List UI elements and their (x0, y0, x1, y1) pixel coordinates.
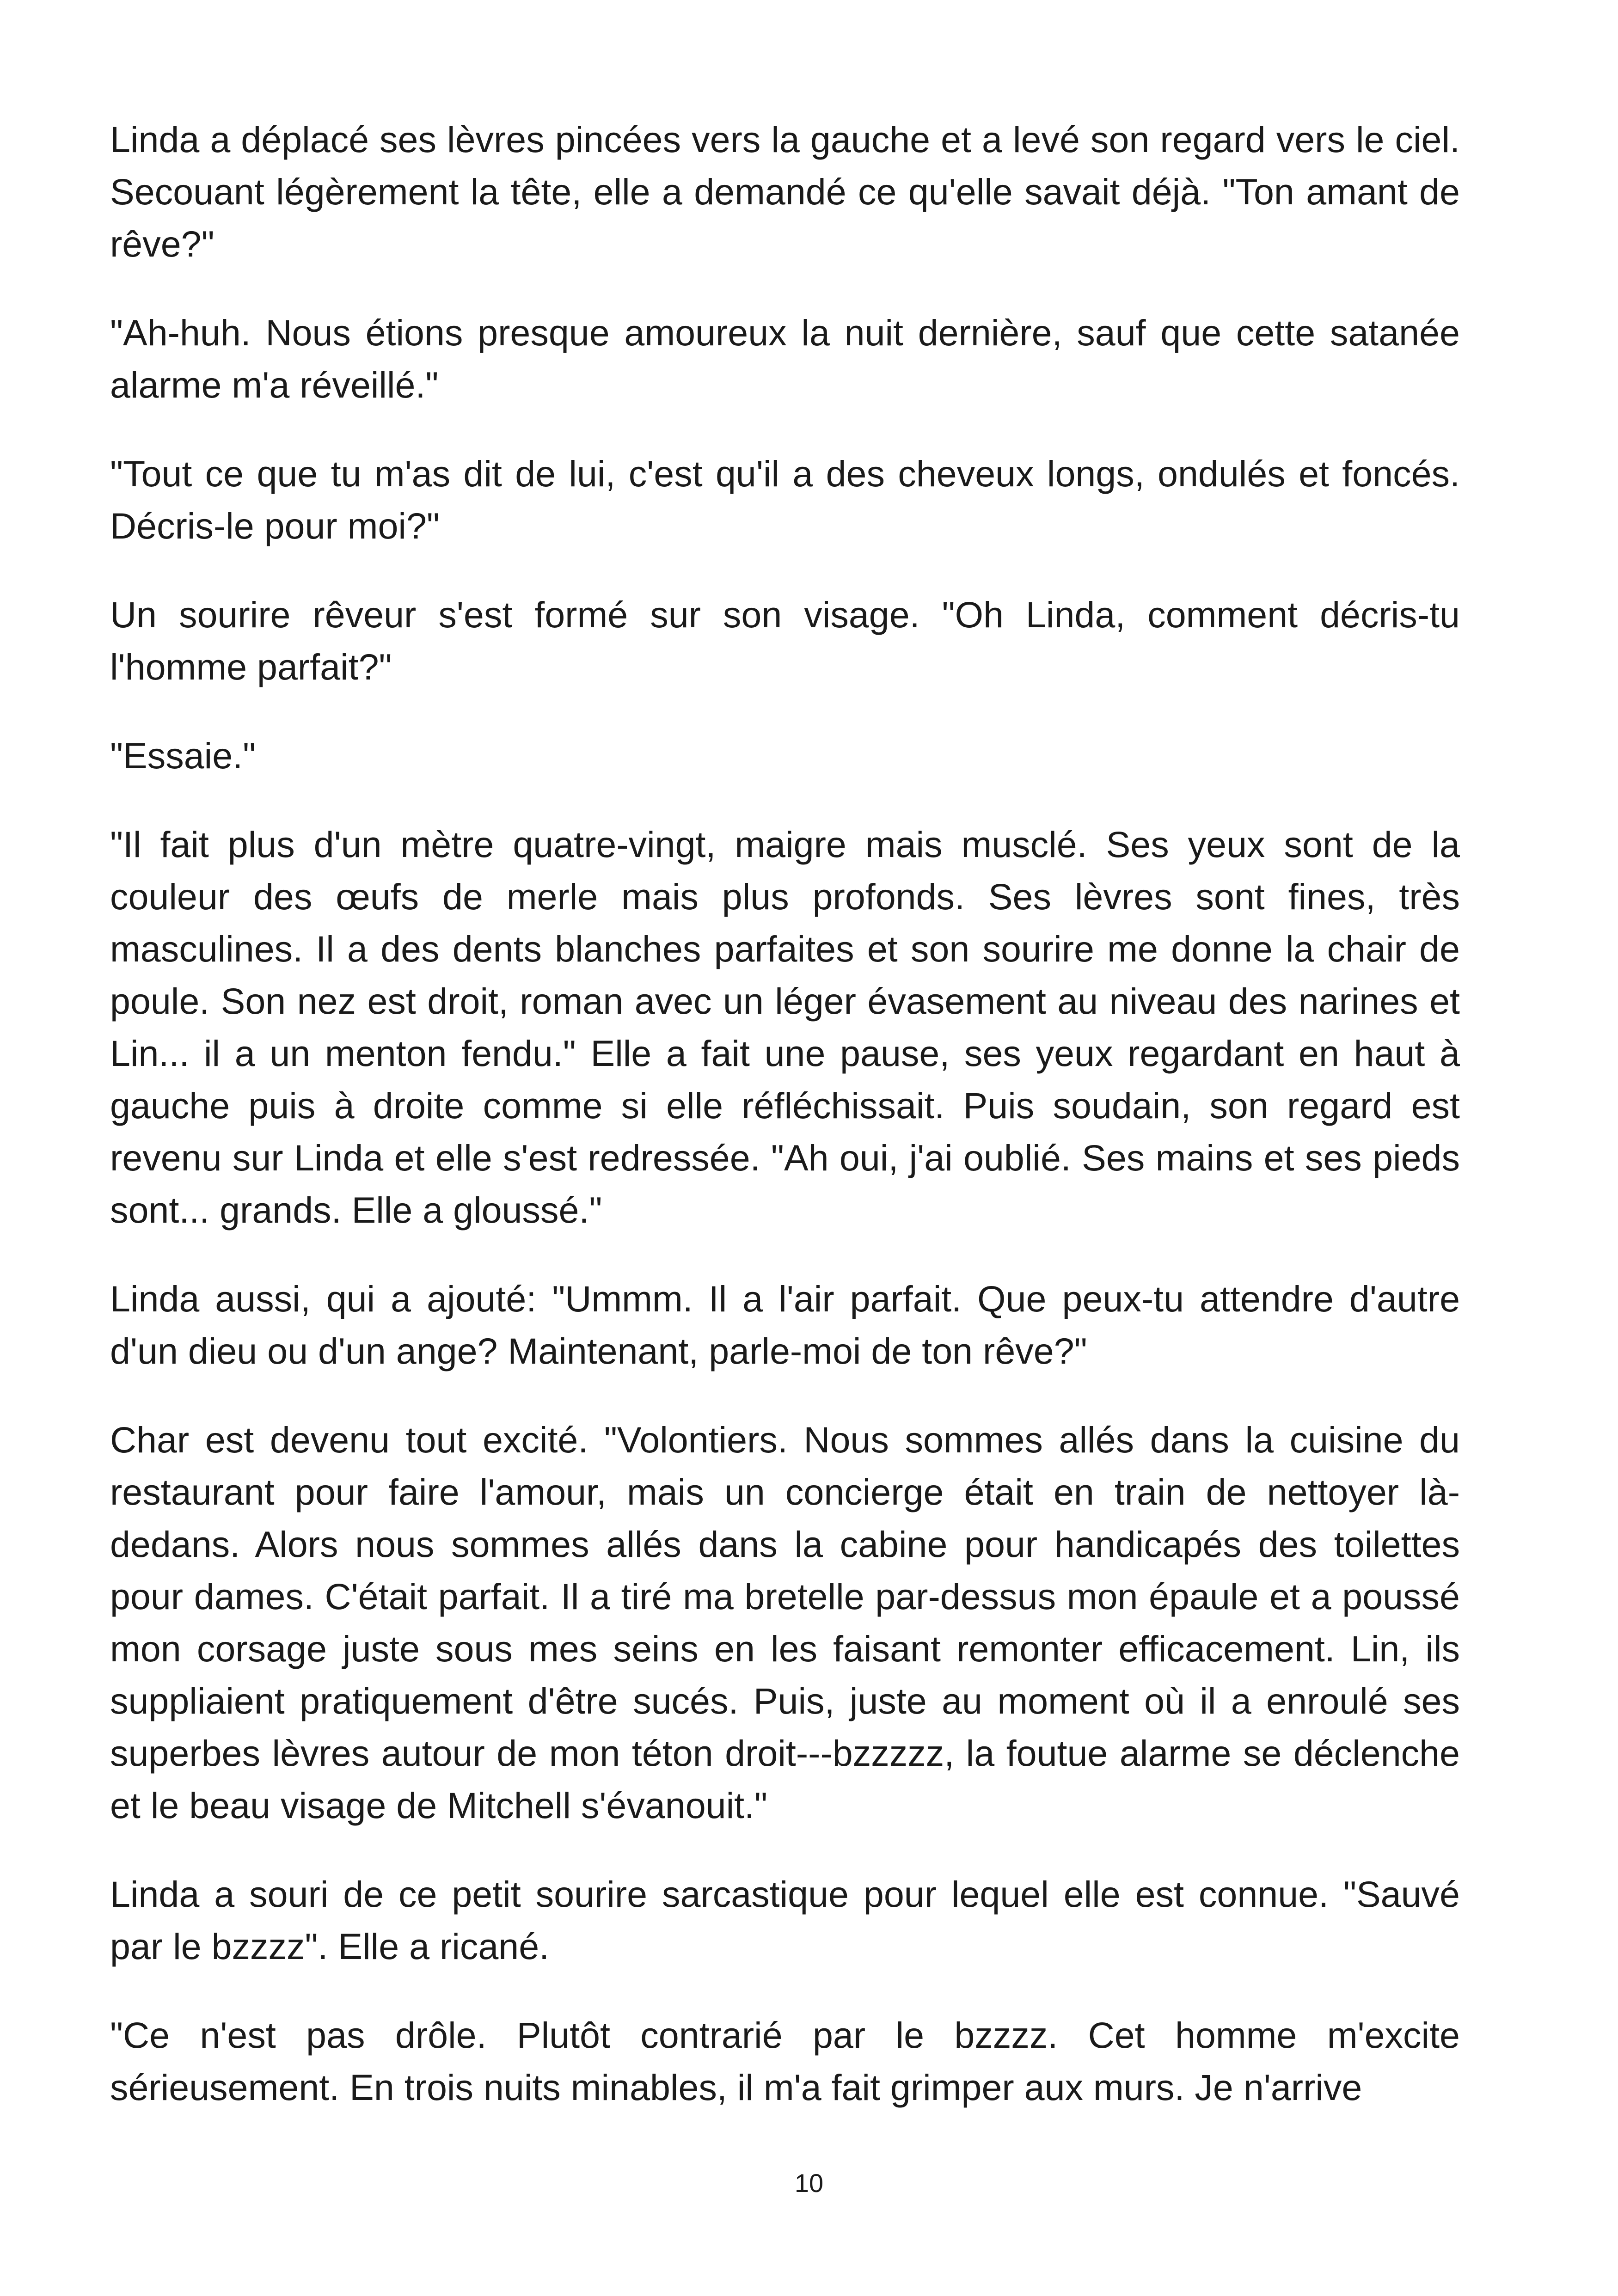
paragraph: "Ce n'est pas drôle. Plutôt contrarié par le bzzzz. Cet homme m'excite sérieusement. En trois nuits minables, il m'a fait grimper aux murs. Je n'arrive (110, 2014, 1460, 2108)
paragraph: "Essaie." (110, 735, 256, 776)
page-number: 10 (794, 2168, 824, 2198)
paragraph: "Il fait plus d'un mètre quatre-vingt, maigre mais musclé. Ses yeux sont de la couleur des œufs de merle mais plus profonds. Ses lèvres sont fines, très masculines. Il a des dents blanches parfaites et son sourire me donne la chair de poule. Son nez est droit, roman avec un léger évasement au niveau des narines et Lin... il a un menton fendu." Elle a fait une pause, ses yeux regardant en haut à gauche puis à droite comme si elle réfléchissait. Puis soudain, son regard est revenu sur Linda et elle s'est redressée. "Ah oui, j'ai oublié. Ses mains et ses pieds sont... grands. Elle a gloussé." (110, 824, 1460, 1231)
page-body (110, 113, 1460, 2150)
paragraph: Linda a déplacé ses lèvres pincées vers la gauche et a levé son regard vers le ciel. Secouant légèrement la tête, elle a demandé ce qu'elle savait déjà. "Ton amant de rêve?" (110, 119, 1460, 264)
paragraph: "Ah-huh. Nous étions presque amoureux la nuit dernière, sauf que cette satanée alarme m'a réveillé." (110, 312, 1460, 405)
paragraph: Un sourire rêveur s'est formé sur son visage. "Oh Linda, comment décris-tu l'homme parfait?" (110, 594, 1460, 687)
paragraph: Char est devenu tout excité. "Volontiers. Nous sommes allés dans la cuisine du restaurant pour faire l'amour, mais un concierge était en train de nettoyer là-dedans. Alors nous sommes allés dans la cabine pour handicapés des toilettes pour dames. C'était parfait. Il a tiré ma bretelle par-dessus mon épaule et a poussé mon corsage juste sous mes seins en les faisant remonter efficacement. Lin, ils suppliaient pratiquement d'être sucés. Puis, juste au moment où il a enroulé ses superbes lèvres autour de mon téton droit---bzzzzz, la foutue alarme se déclenche et le beau visage de Mitchell s'évanouit." (110, 1419, 1460, 1826)
paragraph: "Tout ce que tu m'as dit de lui, c'est qu'il a des cheveux longs, ondulés et foncés. Décris-le pour moi?" (110, 453, 1460, 546)
paragraph: Linda a souri de ce petit sourire sarcastique pour lequel elle est connue. "Sauvé par le bzzzz". Elle a ricané. (110, 1874, 1460, 1967)
paragraph: Linda aussi, qui a ajouté: "Ummm. Il a l'air parfait. Que peux-tu attendre d'autre d'un dieu ou d'un ange? Maintenant, parle-moi de ton rêve?" (110, 1278, 1460, 1371)
